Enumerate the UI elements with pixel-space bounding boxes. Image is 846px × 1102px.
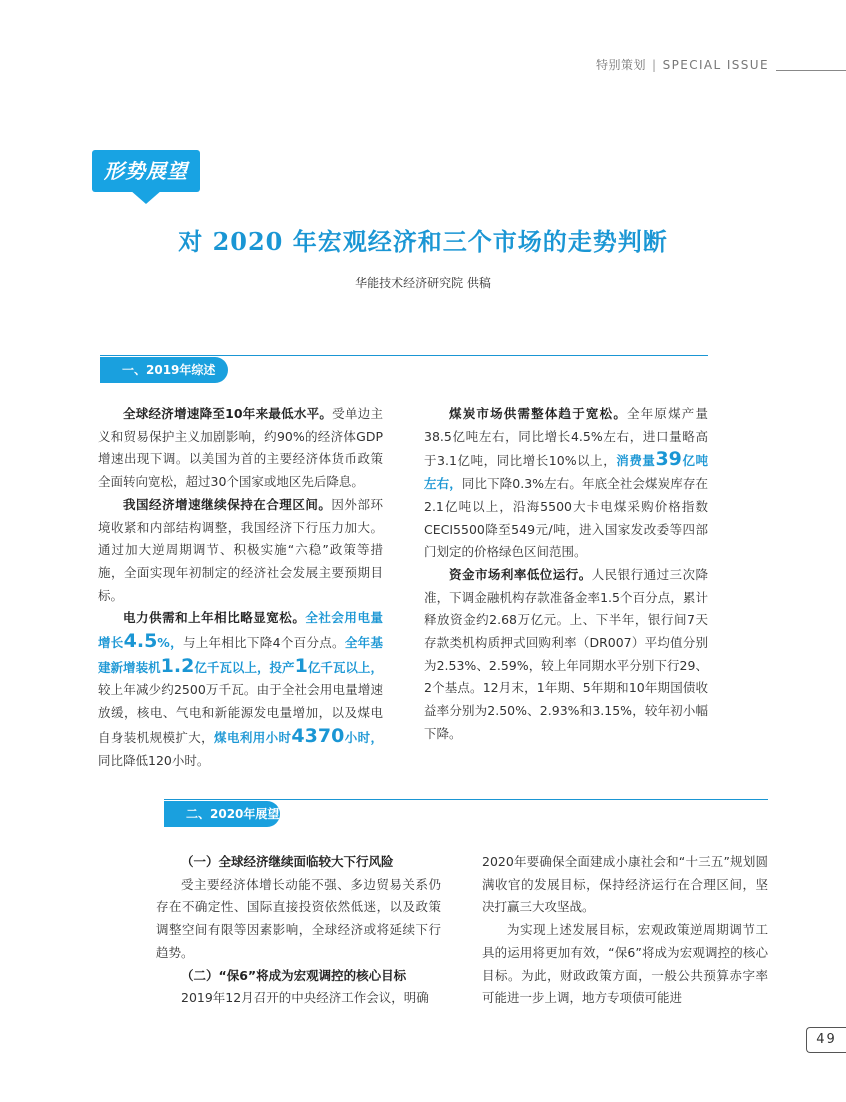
highlight-text: 亿千瓦以上，投产 xyxy=(194,659,295,675)
paragraph: 2020年要确保全面建成小康社会和“十三五”规划圆满收官的发展目标，保持经济运行在合理区间，坚决打赢三大攻坚战。 xyxy=(482,854,768,915)
body-text: 同比下降0.3%左右。年底全社会煤炭库存在2.1亿吨以上，沿海5500大卡电煤采购价格指数CECI5500降至549元/吨，进入国家发改委等四部门划定的价格绿色区间范围。 xyxy=(424,476,708,560)
paragraph xyxy=(424,403,708,564)
highlight-number: 4370 xyxy=(291,724,345,747)
body-text: 受单边主义和贸易保护主义加剧影响，约90%的经济体GDP增速出现下调。以美国为首的主要经济体货币政策全面转向宽松，超过30个国家或地区先后降息。 xyxy=(98,406,383,490)
section1-rule xyxy=(100,355,708,356)
paragraph xyxy=(98,494,383,608)
header-section-en: SPECIAL ISSUE xyxy=(662,58,769,72)
highlight-text: 小时， xyxy=(344,729,383,745)
lead-sentence: 资金市场利率低位运行。 xyxy=(449,566,592,582)
article-source: 华能技术经济研究院 供稿 xyxy=(355,276,491,290)
section1-right-column xyxy=(424,403,708,746)
section2-heading: 二、2020年展望 xyxy=(164,801,280,827)
section2-right-column xyxy=(482,851,768,1010)
paragraph xyxy=(98,403,383,494)
lead-sentence: 我国经济增速继续保持在合理区间。 xyxy=(123,496,332,512)
running-header xyxy=(596,56,769,73)
section1-heading: 一、2019年综述 xyxy=(100,357,228,383)
chevron-down-icon xyxy=(130,190,162,204)
paragraph xyxy=(424,564,708,746)
body-text: 人民银行通过三次降准，下调金融机构存款准备金率1.5个百分点，累计释放资金约2.68万亿元。上、下半年，银行间7天存款类机构质押式回购利率（DR007）平均值分别为2.53%、2.59%，较上年同期水平分别下行29、2个基点。12月末，1年期、5年期和10年期国债收益率分别为2.50%、2.93%和3.15%，较年初小幅下降。 xyxy=(424,566,708,741)
highlight-text: 亿吨左右， xyxy=(424,453,708,492)
article-title: 对 2020 年宏观经济和三个市场的走势判断 xyxy=(178,227,668,256)
highlight-text: %， xyxy=(157,635,183,651)
paragraph: 为实现上述发展目标，宏观政策逆周期调节工具的运用将更加有效，“保6”将成为宏观调控的核心目标。为此，财政政策方面，一般公共预算赤字率可能进一步上调，地方专项债可能进 xyxy=(482,922,768,1006)
header-separator: | xyxy=(652,58,657,72)
subheading: （一）全球经济继续面临较大下行风险 xyxy=(181,854,394,869)
badge-label: 形势展望 xyxy=(104,159,188,183)
body-text: 较上年减少约2500万千瓦。由于全社会用电量增速放缓，核电、气电和新能源发电量增加，以及煤电自身装机规模扩大， xyxy=(98,682,383,745)
body-text: 与上年相比下降4个百分点。 xyxy=(182,635,345,651)
header-section-cn: 特别策划 xyxy=(596,58,647,72)
highlight-text: 煤电利用小时 xyxy=(214,729,292,745)
lead-sentence: 煤炭市场供需整体趋于宽松。 xyxy=(449,406,628,421)
highlight-text: 消费量 xyxy=(616,453,656,469)
paragraph xyxy=(98,607,383,772)
highlight-number: 39 xyxy=(655,448,682,471)
page-number: 49 xyxy=(806,1027,846,1053)
subheading: （二）“保6”将成为宏观调控的核心目标 xyxy=(181,967,407,983)
body-text: 全年原煤产量38.5亿吨左右，同比增长4.5%左右，进口量略高于3.1亿吨，同比增长10%以上， xyxy=(424,406,708,469)
column-badge xyxy=(92,150,200,204)
highlight-number: 1.2 xyxy=(160,654,195,677)
paragraph: 受主要经济体增长动能不强、多边贸易关系仍存在不确定性、国际直接投资依然低迷，以及政策调整空间有限等因素影响，全球经济或将延续下行趋势。 xyxy=(156,876,441,960)
paragraph: 2019年12月召开的中央经济工作会议，明确 xyxy=(181,990,429,1006)
section1-left-column xyxy=(98,403,383,772)
highlight-text: 亿千瓦以上， xyxy=(307,659,383,675)
section2-left-column xyxy=(156,851,441,1010)
lead-sentence: 全球经济增速降至10年来最低水平。 xyxy=(123,406,333,421)
header-rule xyxy=(776,70,846,71)
lead-sentence: 电力供需和上年相比略显宽松。 xyxy=(123,610,306,626)
highlight-number: 4.5 xyxy=(123,630,158,653)
body-text: 因外部环境收紧和内部结构调整，我国经济下行压力加大。通过加大逆周期调节、积极实施“六稳”政策等措施，全面实现年初制定的经济社会发展主要预期目标。 xyxy=(98,496,383,603)
body-text: 同比降低120小时。 xyxy=(98,752,210,768)
highlight-number: 1 xyxy=(294,654,308,677)
section2-rule xyxy=(164,799,768,800)
highlight-text: 全年基建新增装机 xyxy=(98,635,383,675)
highlight-text: 全社会用电量增长 xyxy=(98,610,383,651)
